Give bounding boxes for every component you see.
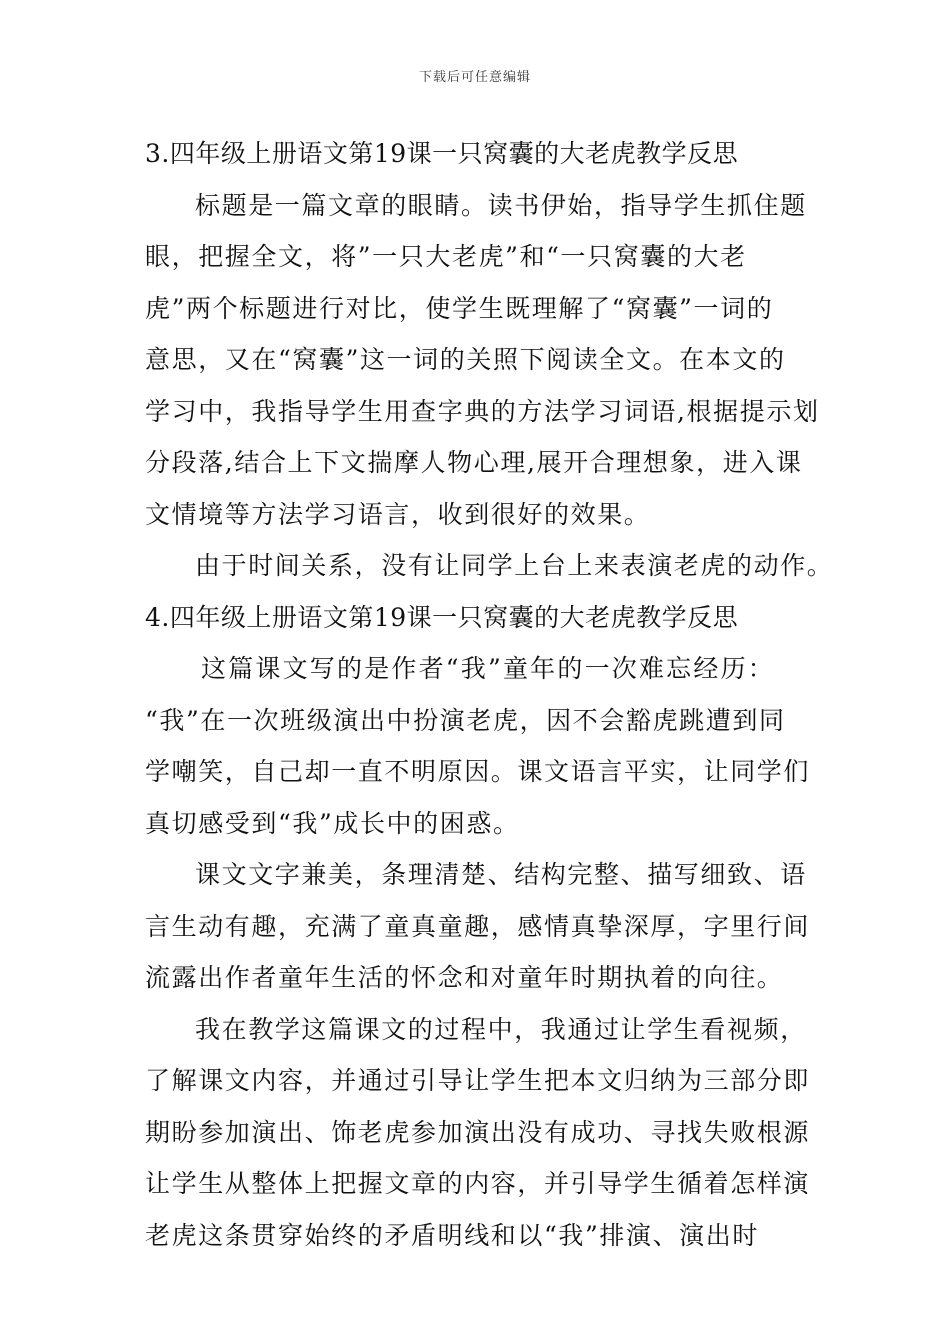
paragraph-line: 学习中，我指导学生用查字典的方法学习词语,根据提示划 [145, 396, 820, 426]
paragraph-line: 老虎这条贯穿始终的矛盾明线和以“我”排演、演出时 [145, 1220, 759, 1250]
paragraph-line: 标题是一篇文章的眼睛。读书伊始，指导学生抓住题 [195, 190, 807, 220]
paragraph-line: 言生动有趣，充满了童真童趣，感情真挚深厚，字里行间 [145, 911, 811, 941]
paragraph-line: “我”在一次班级演出中扮演老虎，因不会豁虎跳遭到同 [145, 705, 786, 735]
paragraph-line: 文情境等方法学习语言，收到很好的效果。 [145, 499, 651, 529]
paragraph-line: 眼，把握全文，将”一只大老虎”和“一只窝囊的大老 [145, 242, 747, 271]
paragraph-line: 真切感受到“我”成长中的困惑。 [145, 808, 520, 838]
section-heading-4: 4.四年级上册语文第19课一只窝囊的大老虎教学反思 [145, 602, 739, 632]
paragraph-line: 分段落,结合上下文揣摩人物心理,展开合理想象，进入课 [145, 448, 803, 477]
paragraph-line: 让学生从整体上把握文章的内容，并引导学生循着怎样演 [145, 1169, 811, 1198]
paragraph-line: 这篇课文写的是作者“我”童年的一次难忘经历： [201, 654, 775, 683]
paragraph-line: 期盼参加演出、饰老虎参加演出没有成功、寻找失败根源 [145, 1117, 811, 1147]
paragraph-line: 课文文字兼美，条理清楚、结构完整、描写细致、语 [195, 860, 807, 889]
paragraph-line: 学嘲笑，自己却一直不明原因。课文语言平实，让同学们 [145, 757, 811, 786]
paragraph-line: 意思，又在“窝囊”这一词的关照下阅读全文。在本文的 [145, 345, 786, 374]
paragraph-line: 了解课文内容，并通过引导让学生把本文归纳为三部分即 [145, 1066, 811, 1095]
document-body [145, 128, 834, 1261]
section-heading-3: 3.四年级上册语文第19课一只窝囊的大老虎教学反思 [145, 139, 739, 168]
paragraph-line: 我在教学这篇课文的过程中，我通过让学生看视频， [195, 1014, 807, 1044]
paragraph-line: 由于时间关系，没有让同学上台上来表演老虎的动作。 [195, 551, 834, 580]
download-note: 下载后可任意编辑 [418, 70, 531, 85]
paragraph-line: 虎”两个标题进行对比，使学生既理解了“窝囊”一词的 [145, 293, 774, 323]
paragraph-line: 流露出作者童年生活的怀念和对童年时期执着的向往。 [145, 963, 784, 992]
